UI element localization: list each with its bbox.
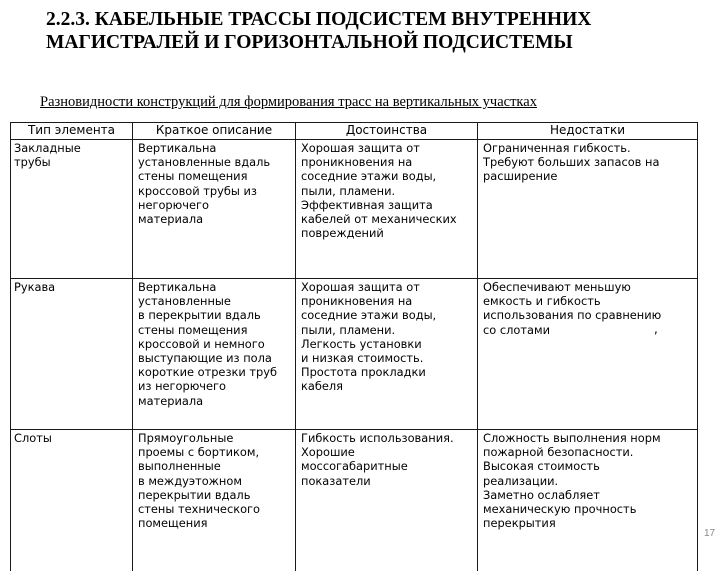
cell-type: Закладные трубы	[11, 140, 133, 279]
cell-disadvantages: Сложность выполнения норм пожарной безопасности. Высокая стоимость реализации. Заметно ослабляет механическую прочность перекрытия	[478, 430, 698, 571]
cell-disadvantages: Обеспечивают меньшую емкость и гибкость использования по сравнению со слотами	[478, 279, 698, 430]
cable-routes-table	[10, 122, 698, 571]
cell-description: Вертикальна установленные в перекрытии вдаль стены помещения кроссовой и немного выступающие из пола короткие отрезки труб из негорючего материала	[133, 279, 296, 430]
page-number: 17	[704, 528, 715, 539]
cell-advantages: Гибкость использования. Хорошие моссогабаритные показатели	[296, 430, 478, 571]
header-description: Краткое описание	[133, 123, 296, 140]
page-title-line-2: МАГИСТРАЛЕЙ И ГОРИЗОНТАЛЬНОЙ ПОДСИСТЕМЫ	[46, 31, 720, 54]
table-row	[11, 279, 698, 430]
cell-advantages: Хорошая защита от проникновения на соседние этажи воды, пыли, пламени. Легкость установки и низкая стоимость. Простота прокладки кабеля	[296, 279, 478, 430]
table-header-row	[11, 123, 698, 140]
cell-advantages: Хорошая защита от проникновения на соседние этажи воды, пыли, пламени. Эффективная защита кабелей от механических повреждений	[296, 140, 478, 279]
table-row	[11, 430, 698, 571]
table-caption: Разновидности конструкций для формирования трасс на вертикальных участках	[40, 94, 537, 111]
cell-description: Прямоугольные проемы с бортиком, выполненные в междуэтожном перекрытии вдаль стены технического помещения	[133, 430, 296, 571]
cell-disadvantages: Ограниченная гибкость. Требуют больших запасов на расширение	[478, 140, 698, 279]
cell-type: Слоты	[11, 430, 133, 571]
cell-description: Вертикальна установленные вдаль стены помещения кроссовой трубы из негорючего материала	[133, 140, 296, 279]
header-disadvantages: Недостатки	[478, 123, 698, 140]
table-row	[11, 140, 698, 279]
header-advantages: Достоинства	[296, 123, 478, 140]
page-title	[46, 8, 720, 54]
page-title-line-1: 2.2.3. КАБЕЛЬНЫЕ ТРАССЫ ПОДСИСТЕМ ВНУТРЕННИХ	[46, 8, 720, 31]
cell-type: Рукава	[11, 279, 133, 430]
header-element-type: Тип элемента	[11, 123, 133, 140]
stray-comma-mark: ,	[654, 322, 658, 336]
